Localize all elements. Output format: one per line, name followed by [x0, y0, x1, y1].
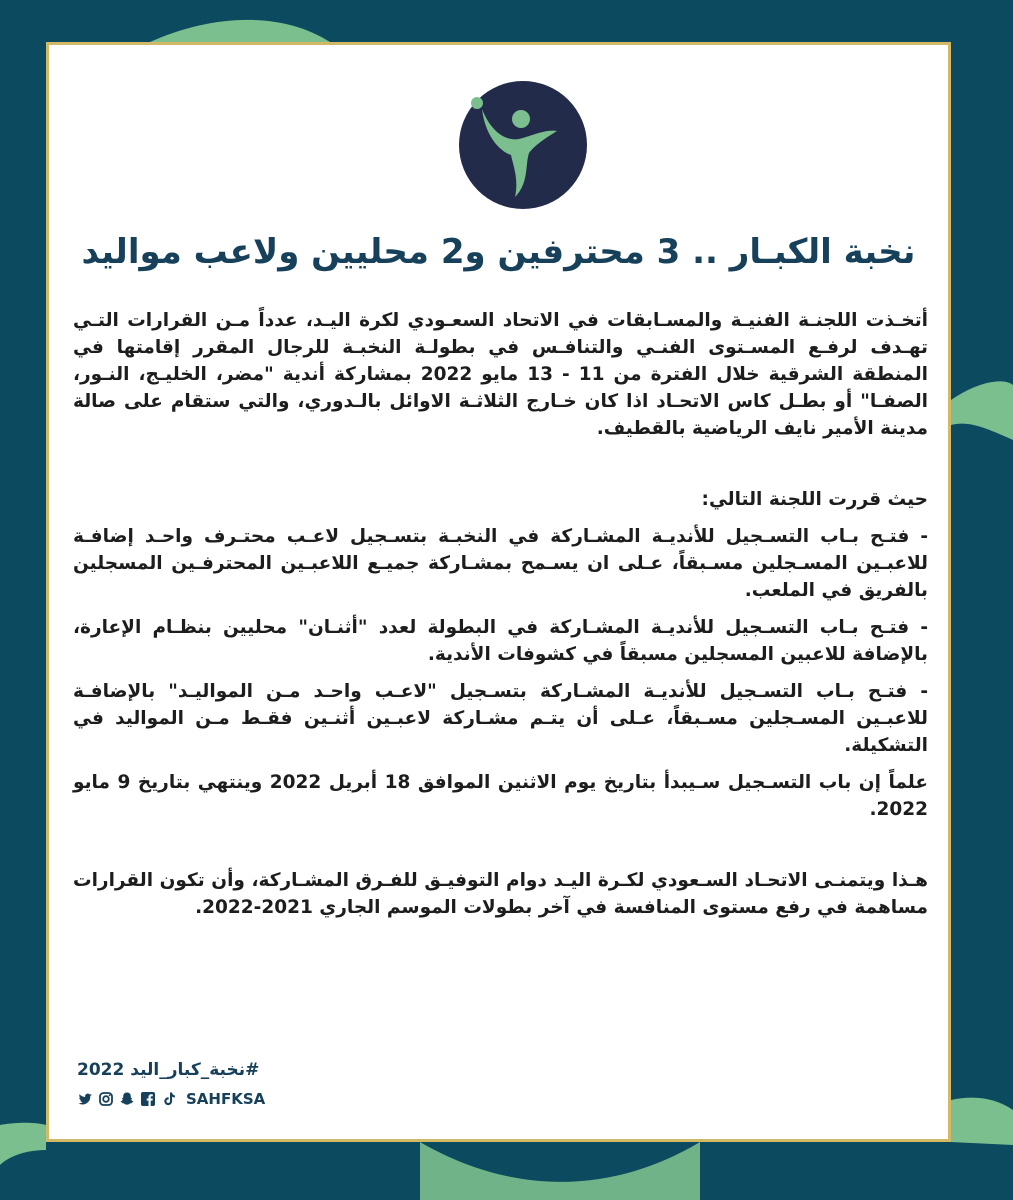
decision-item-2: - فتـح بـاب التسـجيل للأنديـة المشـاركة في البطولة لعدد "أثنـان" محليين بنظـام الإعارة، بالإضافة للاعبين المسجلين مسبقاً في كشوفات الأندية. — [73, 617, 928, 665]
handball-federation-logo — [457, 79, 589, 211]
intro-paragraph: أتخـذت اللجنـة الفنيـة والمسـابقات في الاتحاد السعـودي لكرة اليـد، عدداً مـن القرارات التـي تهـدف لرفـع المسـتوى الفنـي والتنافـس في بطولـة النخبـة للرجال المقرر إقامتها في المنطقة الشرقية خلال الفترة من 11 - 13 مايو 2022 بمشاركة أندية "مضر، الخليـج، النـور، الصفـا" أو بطـل كاس الاتحـاد اذا كان خـارج الثلاثـة الاوائل بالـدوري، والتي ستقام على صالة مدينة الأمير نايف الرياضية بالقطيف. — [73, 310, 928, 439]
page-title: نخبة الكبـار .. 3 محترفين و2 محليين ولاعب مواليد — [81, 232, 916, 272]
twitter-icon[interactable] — [77, 1091, 93, 1107]
social-links — [77, 1090, 377, 1108]
footer — [77, 1060, 377, 1108]
facebook-icon[interactable] — [140, 1091, 156, 1107]
snapchat-icon[interactable] — [119, 1091, 135, 1107]
decision-item-3: - فتـح بـاب التسـجيل للأنديـة المشـاركة بتسـجيل "لاعـب واحـد مـن المواليـد" بالإضافـة للاعبـين المسـجلين مسـبقاً، عـلى أن يتـم مشـاركة لاعبـين أثنـين فقـط مـن المواليد في التشكيلة. — [73, 681, 928, 756]
instagram-icon[interactable] — [98, 1091, 114, 1107]
registration-note: علماً إن باب التسـجيل سـيبدأ بتاريخ يوم الاثنين الموافق 18 أبريل 2022 وينتهي بتاريخ 9 مايو 2022. — [73, 772, 928, 820]
decisions-lead: حيث قررت اللجنة التالي: — [701, 489, 928, 510]
social-handle[interactable]: SAHFKSA — [186, 1090, 266, 1108]
announcement-body — [73, 307, 928, 921]
decision-item-1: - فتـح بـاب التسـجيل للأنديـة المشـاركة في النخبـة بتسـجيل لاعـب محتـرف واحـد إضافـة للاعبـين المسـجلين مسـبقاً، عـلى ان يسـمح بمشـاركة جميـع اللاعبـين المحترفـين المسجلين بالفريق في الملعب. — [73, 526, 928, 601]
hashtag[interactable]: #نخبة_كبار_اليد 2022 — [77, 1060, 260, 1080]
announcement-card — [46, 42, 951, 1142]
closing-paragraph: هـذا ويتمنـى الاتحـاد السـعودي لكـرة اليـد دوام التوفيـق للفـرق المشـاركة، وأن تكون القرارات مساهمة في رفع مستوى المنافسة في آخر بطولات الموسم الجاري 2021-2022. — [73, 870, 928, 918]
tiktok-icon[interactable] — [161, 1091, 177, 1107]
